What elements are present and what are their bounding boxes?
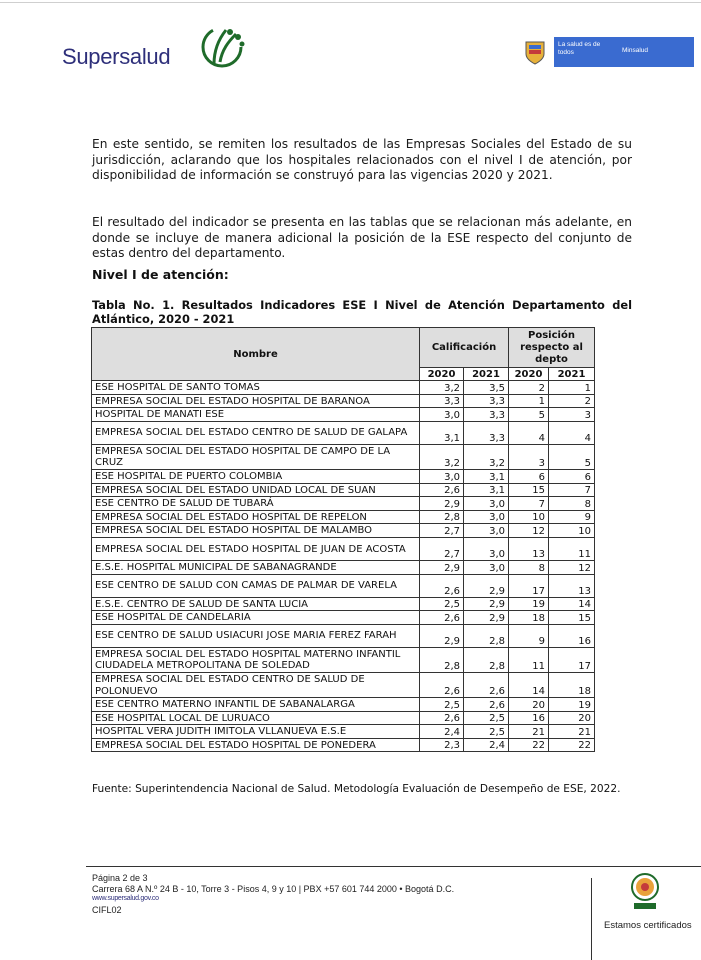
hospital-name-cell: ESE HOSPITAL DE SANTO TOMAS	[92, 381, 420, 395]
table-row	[92, 647, 595, 672]
hospital-name-cell: EMPRESA SOCIAL DEL ESTADO CENTRO DE SALUD DE GALAPA	[92, 421, 420, 444]
position-2020-cell: 2	[509, 381, 549, 395]
position-2021-cell: 4	[549, 421, 595, 444]
table-source-note: Fuente: Superintendencia Nacional de Salud. Metodología Evaluación de Desempeño de ESE, 2022.	[92, 783, 621, 795]
leaf-emblem-icon	[200, 24, 250, 70]
table-row	[92, 738, 595, 752]
hospital-name-cell: HOSPITAL DE MANATI ESE	[92, 408, 420, 422]
position-2020-cell: 8	[509, 560, 549, 574]
hospital-name-cell: EMPRESA SOCIAL DEL ESTADO HOSPITAL DE CAMPO DE LA CRUZ	[92, 444, 420, 469]
position-2021-cell: 3	[549, 408, 595, 422]
page-number: Página 2 de 3	[92, 873, 148, 883]
gov-ministry: Minsalud	[622, 47, 649, 54]
score-2021-cell: 2,6	[464, 672, 509, 697]
score-2021-cell: 2,9	[464, 597, 509, 611]
hospital-name-cell: EMPRESA SOCIAL DEL ESTADO HOSPITAL DE BARANOA	[92, 394, 420, 408]
position-2020-cell: 21	[509, 725, 549, 739]
section-title: Nivel I de atención:	[92, 267, 229, 282]
hospital-name-cell: ESE HOSPITAL DE PUERTO COLOMBIA	[92, 469, 420, 483]
score-2021-cell: 3,0	[464, 524, 509, 538]
position-2021-cell: 6	[549, 469, 595, 483]
position-2020-cell: 18	[509, 611, 549, 625]
position-2020-cell: 9	[509, 624, 549, 647]
footer-vertical-divider	[591, 878, 592, 960]
table-row	[92, 597, 595, 611]
table-row	[92, 408, 595, 422]
position-2020-cell: 5	[509, 408, 549, 422]
coat-of-arms-icon	[522, 38, 548, 66]
table-row	[92, 672, 595, 697]
score-2020-cell: 2,3	[420, 738, 464, 752]
document-code: CIFL02	[92, 904, 122, 915]
score-2020-cell: 2,6	[420, 711, 464, 725]
position-2020-cell: 16	[509, 711, 549, 725]
hospital-name-cell: ESE CENTRO MATERNO INFANTIL DE SABANALARGA	[92, 698, 420, 712]
position-2020-cell: 6	[509, 469, 549, 483]
position-2021-cell: 22	[549, 738, 595, 752]
position-2020-cell: 4	[509, 421, 549, 444]
position-2021-cell: 21	[549, 725, 595, 739]
score-2021-cell: 2,5	[464, 711, 509, 725]
score-2021-cell: 3,3	[464, 408, 509, 422]
score-2020-cell: 2,9	[420, 624, 464, 647]
position-2020-cell: 1	[509, 394, 549, 408]
hospital-name-cell: ESE CENTRO DE SALUD CON CAMAS DE PALMAR DE VARELA	[92, 574, 420, 597]
score-2021-cell: 3,3	[464, 421, 509, 444]
position-2021-cell: 11	[549, 537, 595, 560]
hospital-name-cell: ESE CENTRO DE SALUD DE TUBARÁ	[92, 497, 420, 511]
score-2020-cell: 2,5	[420, 597, 464, 611]
table-row	[92, 624, 595, 647]
score-2020-cell: 2,9	[420, 497, 464, 511]
table-row	[92, 725, 595, 739]
table-row	[92, 469, 595, 483]
position-2021-cell: 18	[549, 672, 595, 697]
position-2021-cell: 19	[549, 698, 595, 712]
score-2020-cell: 3,0	[420, 469, 464, 483]
score-2020-cell: 3,1	[420, 421, 464, 444]
score-2021-cell: 3,0	[464, 560, 509, 574]
table-row	[92, 381, 595, 395]
position-2020-cell: 20	[509, 698, 549, 712]
hospital-name-cell: HOSPITAL VERA JUDITH IMITOLA VLLANUEVA E.S.E	[92, 725, 420, 739]
top-divider	[0, 2, 701, 3]
score-2020-cell: 2,5	[420, 698, 464, 712]
score-2020-cell: 2,7	[420, 524, 464, 538]
position-2020-cell: 19	[509, 597, 549, 611]
government-badge	[520, 37, 696, 67]
score-2020-cell: 2,9	[420, 560, 464, 574]
position-2020-cell: 10	[509, 510, 549, 524]
score-2021-cell: 2,9	[464, 611, 509, 625]
position-2021-cell: 7	[549, 483, 595, 497]
column-header-score: Calificación	[420, 328, 509, 368]
hospital-name-cell: ESE HOSPITAL LOCAL DE LURUACO	[92, 711, 420, 725]
year-header: 2021	[464, 368, 509, 381]
score-2021-cell: 3,2	[464, 444, 509, 469]
certification-seal-icon	[628, 872, 662, 912]
hospital-name-cell: E.S.E. CENTRO DE SALUD DE SANTA LUCIA	[92, 597, 420, 611]
footer	[92, 873, 454, 915]
score-2021-cell: 2,8	[464, 647, 509, 672]
hospital-name-cell: EMPRESA SOCIAL DEL ESTADO UNIDAD LOCAL DE SUAN	[92, 483, 420, 497]
position-2021-cell: 9	[549, 510, 595, 524]
table-row	[92, 421, 595, 444]
position-2021-cell: 13	[549, 574, 595, 597]
footer-address: Carrera 68 A N.º 24 B - 10, Torre 3 - Pisos 4, 9 y 10 | PBX +57 601 744 2000 • Bogotá D.C.	[92, 883, 455, 894]
footer-divider	[86, 866, 701, 867]
position-2021-cell: 8	[549, 497, 595, 511]
score-2020-cell: 3,0	[420, 408, 464, 422]
logo-wordmark: Supersalud	[62, 44, 171, 69]
table-row	[92, 483, 595, 497]
hospital-name-cell: EMPRESA SOCIAL DEL ESTADO HOSPITAL DE MALAMBO	[92, 524, 420, 538]
table-row	[92, 524, 595, 538]
position-2021-cell: 12	[549, 560, 595, 574]
table-row	[92, 574, 595, 597]
position-2021-cell: 1	[549, 381, 595, 395]
score-2021-cell: 3,0	[464, 510, 509, 524]
score-2021-cell: 3,5	[464, 381, 509, 395]
score-2021-cell: 3,1	[464, 469, 509, 483]
table-row	[92, 394, 595, 408]
score-2021-cell: 3,1	[464, 483, 509, 497]
score-2021-cell: 2,8	[464, 624, 509, 647]
column-header-position: Posición respecto al depto	[509, 328, 595, 368]
position-2020-cell: 12	[509, 524, 549, 538]
position-2020-cell: 7	[509, 497, 549, 511]
position-2020-cell: 22	[509, 738, 549, 752]
score-2021-cell: 2,6	[464, 698, 509, 712]
score-2020-cell: 2,8	[420, 510, 464, 524]
supersalud-logo	[62, 22, 252, 78]
position-2021-cell: 16	[549, 624, 595, 647]
year-header: 2020	[420, 368, 464, 381]
score-2020-cell: 2,6	[420, 672, 464, 697]
hospital-name-cell: EMPRESA SOCIAL DEL ESTADO HOSPITAL MATERNO INFANTIL CIUDADELA METROPOLITANA DE SOLEDAD	[92, 647, 420, 672]
score-2020-cell: 3,2	[420, 444, 464, 469]
score-2021-cell: 2,5	[464, 725, 509, 739]
table-caption: Tabla No. 1. Resultados Indicadores ESE I Nivel de Atención Departamento del Atlántico, 2020 - 2021	[92, 298, 632, 326]
position-2020-cell: 17	[509, 574, 549, 597]
score-2021-cell: 3,0	[464, 537, 509, 560]
score-2020-cell: 3,2	[420, 381, 464, 395]
score-2020-cell: 2,4	[420, 725, 464, 739]
certification-label: Estamos certificados	[604, 920, 692, 931]
gov-slogan: La salud es de todos	[558, 41, 601, 56]
score-2020-cell: 2,6	[420, 611, 464, 625]
score-2020-cell: 3,3	[420, 394, 464, 408]
paragraph-indicator: El resultado del indicador se presenta en las tablas que se relacionan más adelante, en donde se incluye de manera adicional la posición de la ESE respecto del conjunto de estas dentro del departamento.	[92, 215, 632, 261]
score-2021-cell: 2,9	[464, 574, 509, 597]
score-2021-cell: 2,4	[464, 738, 509, 752]
table-row	[92, 537, 595, 560]
table-row	[92, 497, 595, 511]
position-2021-cell: 10	[549, 524, 595, 538]
position-2021-cell: 15	[549, 611, 595, 625]
hospital-name-cell: EMPRESA SOCIAL DEL ESTADO HOSPITAL DE JUAN DE ACOSTA	[92, 537, 420, 560]
hospital-name-cell: ESE HOSPITAL DE CANDELARIA	[92, 611, 420, 625]
hospital-name-cell: EMPRESA SOCIAL DEL ESTADO HOSPITAL DE REPELON	[92, 510, 420, 524]
score-2020-cell: 2,6	[420, 483, 464, 497]
score-2020-cell: 2,6	[420, 574, 464, 597]
table-row	[92, 698, 595, 712]
hospital-name-cell: EMPRESA SOCIAL DEL ESTADO HOSPITAL DE PONEDERA	[92, 738, 420, 752]
table-row	[92, 444, 595, 469]
score-2021-cell: 3,3	[464, 394, 509, 408]
footer-website-link[interactable]: www.supersalud.gov.co	[92, 895, 159, 902]
position-2020-cell: 3	[509, 444, 549, 469]
table-row	[92, 510, 595, 524]
table-row	[92, 560, 595, 574]
hospital-name-cell: E.S.E. HOSPITAL MUNICIPAL DE SABANAGRANDE	[92, 560, 420, 574]
year-header: 2020	[509, 368, 549, 381]
results-table	[91, 327, 595, 752]
position-2021-cell: 17	[549, 647, 595, 672]
position-2020-cell: 15	[509, 483, 549, 497]
position-2021-cell: 20	[549, 711, 595, 725]
score-2020-cell: 2,8	[420, 647, 464, 672]
table-row	[92, 711, 595, 725]
score-2021-cell: 3,0	[464, 497, 509, 511]
position-2020-cell: 13	[509, 537, 549, 560]
position-2021-cell: 5	[549, 444, 595, 469]
table-row	[92, 611, 595, 625]
year-header: 2021	[549, 368, 595, 381]
position-2021-cell: 14	[549, 597, 595, 611]
hospital-name-cell: ESE CENTRO DE SALUD USIACURI JOSE MARIA FEREZ FARAH	[92, 624, 420, 647]
column-header-name: Nombre	[92, 328, 420, 381]
paragraph-intro: En este sentido, se remiten los resultados de las Empresas Sociales del Estado de su jurisdicción, aclarando que los hospitales relacionados con el nivel I de atención, por disponibilidad de información se construyó para las vigencias 2020 y 2021.	[92, 137, 632, 183]
position-2020-cell: 11	[509, 647, 549, 672]
position-2021-cell: 2	[549, 394, 595, 408]
score-2020-cell: 2,7	[420, 537, 464, 560]
hospital-name-cell: EMPRESA SOCIAL DEL ESTADO CENTRO DE SALUD DE POLONUEVO	[92, 672, 420, 697]
position-2020-cell: 14	[509, 672, 549, 697]
